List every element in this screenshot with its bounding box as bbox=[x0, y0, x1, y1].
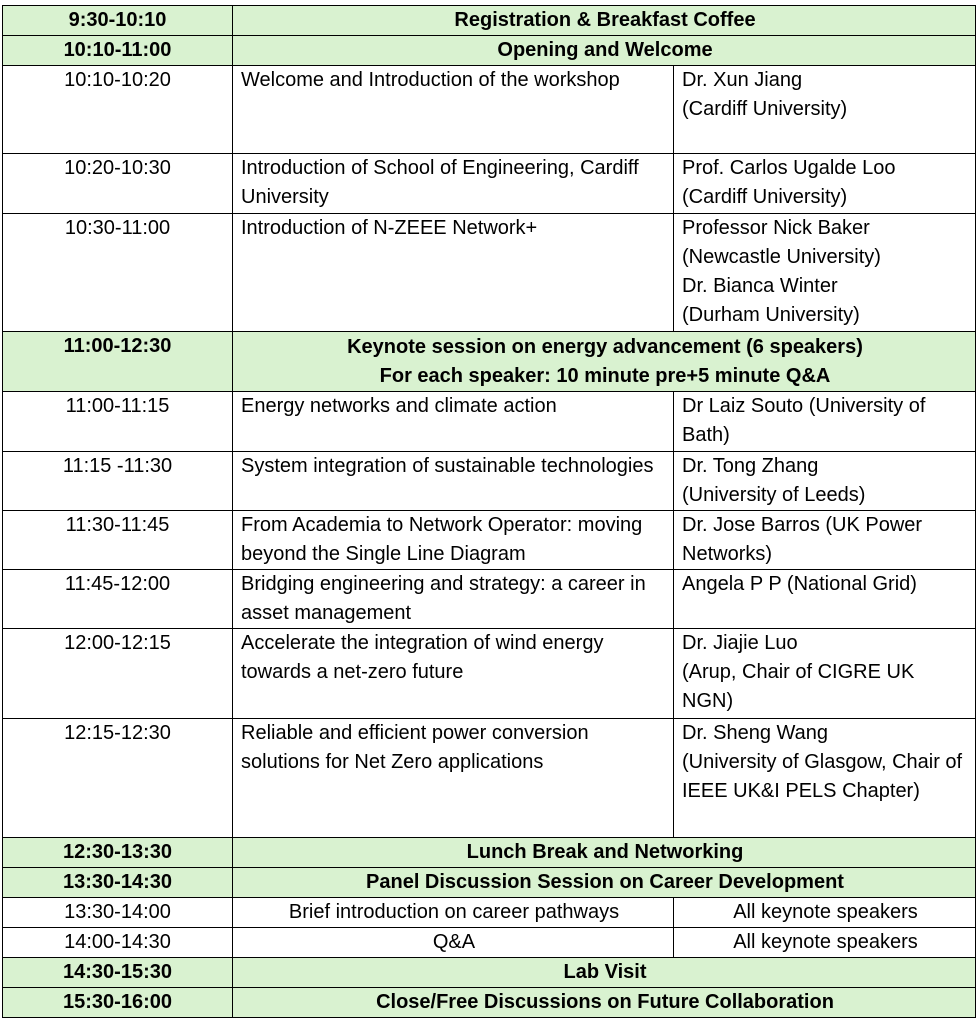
talk-row bbox=[3, 719, 976, 838]
time-cell: 13:30-14:00 bbox=[3, 898, 233, 928]
time-cell: 12:30-13:30 bbox=[3, 838, 233, 868]
speaker-line: Dr. Sheng Wang bbox=[682, 722, 829, 744]
speaker-line: Prof. Carlos Ugalde Loo bbox=[682, 157, 896, 179]
section-title: Opening and Welcome bbox=[233, 36, 976, 66]
section-title bbox=[233, 332, 976, 392]
speaker-line: Dr Laiz Souto (University of Bath) bbox=[682, 395, 926, 446]
speaker-cell bbox=[674, 511, 976, 570]
time-cell: 12:15-12:30 bbox=[3, 719, 233, 838]
section-title: Close/Free Discussions on Future Collaboration bbox=[233, 988, 976, 1018]
time-cell: 11:45-12:00 bbox=[3, 570, 233, 629]
speaker-line: Dr. Jose Barros (UK Power Networks) bbox=[682, 514, 923, 565]
speaker-cell bbox=[674, 719, 976, 838]
talk-title: Bridging engineering and strategy: a career in asset management bbox=[233, 570, 674, 629]
speaker-line: (Cardiff University) bbox=[682, 186, 848, 208]
talk-row bbox=[3, 214, 976, 332]
section-row bbox=[3, 838, 976, 868]
time-cell: 11:00-12:30 bbox=[3, 332, 233, 392]
speaker-line: (Durham University) bbox=[682, 304, 860, 326]
talk-title: Q&A bbox=[233, 928, 674, 958]
speaker-line: Professor Nick Baker bbox=[682, 217, 870, 239]
section-row bbox=[3, 6, 976, 36]
speaker-line: (Arup, Chair of CIGRE UK NGN) bbox=[682, 661, 915, 712]
speaker-cell bbox=[674, 154, 976, 214]
speaker-line: Angela P P (National Grid) bbox=[682, 573, 917, 595]
section-title: Registration & Breakfast Coffee bbox=[233, 6, 976, 36]
time-cell: 11:30-11:45 bbox=[3, 511, 233, 570]
talk-row bbox=[3, 392, 976, 452]
speaker-cell: All keynote speakers bbox=[674, 898, 976, 928]
speaker-cell bbox=[674, 570, 976, 629]
speaker-cell bbox=[674, 392, 976, 452]
schedule-table bbox=[2, 5, 976, 1018]
talk-row bbox=[3, 629, 976, 719]
speaker-cell bbox=[674, 452, 976, 511]
time-cell: 13:30-14:30 bbox=[3, 868, 233, 898]
speaker-line: (Cardiff University) bbox=[682, 98, 848, 120]
talk-title: Introduction of N-ZEEE Network+ bbox=[233, 214, 674, 332]
time-cell: 9:30-10:10 bbox=[3, 6, 233, 36]
talk-title: Reliable and efficient power conversion solutions for Net Zero applications bbox=[233, 719, 674, 838]
time-cell: 10:10-11:00 bbox=[3, 36, 233, 66]
section-title-line: Keynote session on energy advancement (6 speakers) bbox=[347, 335, 863, 358]
talk-title: Energy networks and climate action bbox=[233, 392, 674, 452]
section-title: Lab Visit bbox=[233, 958, 976, 988]
speaker-line: Dr. Bianca Winter bbox=[682, 275, 838, 297]
time-cell: 11:00-11:15 bbox=[3, 392, 233, 452]
talk-row bbox=[3, 928, 976, 958]
speaker-cell bbox=[674, 214, 976, 332]
talk-row bbox=[3, 570, 976, 629]
speaker-line: (Newcastle University) bbox=[682, 246, 881, 268]
talk-title: From Academia to Network Operator: moving beyond the Single Line Diagram bbox=[233, 511, 674, 570]
time-cell: 15:30-16:00 bbox=[3, 988, 233, 1018]
talk-title: Accelerate the integration of wind energy towards a net-zero future bbox=[233, 629, 674, 719]
time-cell: 12:00-12:15 bbox=[3, 629, 233, 719]
speaker-line: (University of Glasgow, Chair of IEEE UK&I PELS Chapter) bbox=[682, 751, 963, 802]
speaker-cell bbox=[674, 66, 976, 154]
time-cell: 11:15 -11:30 bbox=[3, 452, 233, 511]
section-row bbox=[3, 868, 976, 898]
section-subtitle: For each speaker: 10 minute pre+5 minute Q&A bbox=[379, 364, 831, 387]
section-title: Lunch Break and Networking bbox=[233, 838, 976, 868]
section-row bbox=[3, 958, 976, 988]
speaker-line: Dr. Xun Jiang bbox=[682, 69, 803, 91]
talk-row bbox=[3, 452, 976, 511]
talk-title: Introduction of School of Engineering, Cardiff University bbox=[233, 154, 674, 214]
section-title: Panel Discussion Session on Career Development bbox=[233, 868, 976, 898]
talk-title: Brief introduction on career pathways bbox=[233, 898, 674, 928]
speaker-cell: All keynote speakers bbox=[674, 928, 976, 958]
talk-title: Welcome and Introduction of the workshop bbox=[233, 66, 674, 154]
section-row bbox=[3, 988, 976, 1018]
speaker-line: Dr. Tong Zhang bbox=[682, 455, 819, 477]
time-cell: 14:30-15:30 bbox=[3, 958, 233, 988]
time-cell: 10:30-11:00 bbox=[3, 214, 233, 332]
speaker-line: (University of Leeds) bbox=[682, 484, 866, 506]
speaker-line: Dr. Jiajie Luo bbox=[682, 632, 798, 654]
talk-row bbox=[3, 154, 976, 214]
talk-title: System integration of sustainable technologies bbox=[233, 452, 674, 511]
talk-row bbox=[3, 511, 976, 570]
time-cell: 10:10-10:20 bbox=[3, 66, 233, 154]
time-cell: 14:00-14:30 bbox=[3, 928, 233, 958]
time-cell: 10:20-10:30 bbox=[3, 154, 233, 214]
speaker-cell bbox=[674, 629, 976, 719]
section-row bbox=[3, 36, 976, 66]
section-row bbox=[3, 332, 976, 392]
talk-row bbox=[3, 898, 976, 928]
talk-row bbox=[3, 66, 976, 154]
